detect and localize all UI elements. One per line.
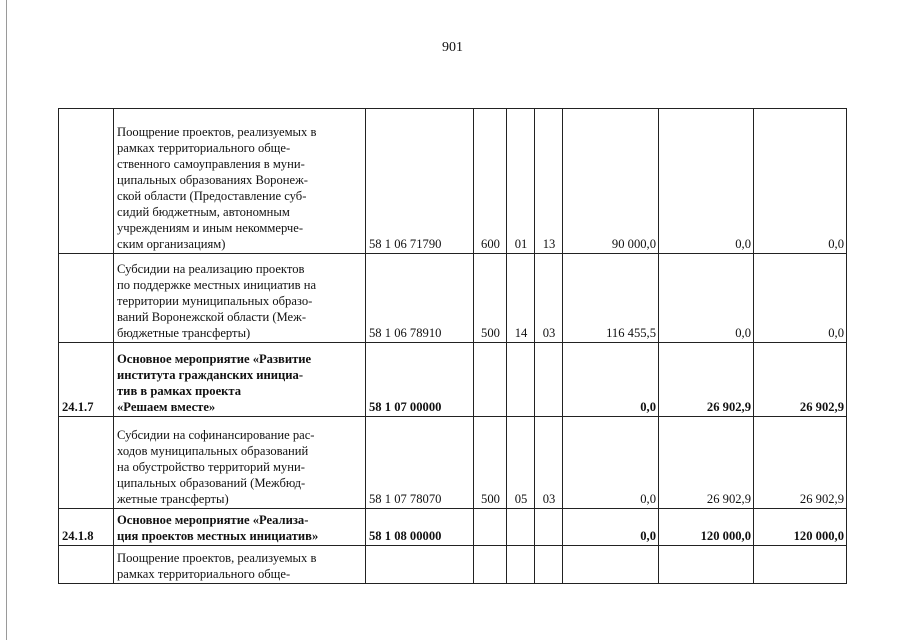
row-section — [507, 509, 535, 546]
row-subsection — [535, 546, 563, 584]
row-sum-2: 26 902,9 — [659, 417, 754, 509]
row-sum-3: 0,0 — [754, 254, 847, 343]
row-expense-type: 500 — [474, 254, 507, 343]
row-target-article: 58 1 06 71790 — [366, 109, 474, 254]
row-code — [59, 109, 114, 254]
row-subsection: 13 — [535, 109, 563, 254]
table-row — [59, 343, 847, 417]
row-sum-1: 116 455,5 — [563, 254, 659, 343]
row-sum-2: 0,0 — [659, 109, 754, 254]
row-section: 14 — [507, 254, 535, 343]
row-code: 24.1.7 — [59, 343, 114, 417]
table-row — [59, 109, 847, 254]
row-code — [59, 546, 114, 584]
page-edge-line — [6, 0, 7, 640]
row-code: 24.1.8 — [59, 509, 114, 546]
row-target-article: 58 1 07 78070 — [366, 417, 474, 509]
budget-table — [58, 108, 847, 584]
row-expense-type — [474, 546, 507, 584]
row-sum-3 — [754, 546, 847, 584]
row-target-article: 58 1 08 00000 — [366, 509, 474, 546]
row-name: Поощрение проектов, реализуемых в рамках территориального обще- ственного самоуправления в муни- ципальных образованиях Воронеж- ской области (Предоставление суб- сидий бюджетным, автономным учреждениям и иным некоммерче- ским организациям) — [114, 109, 366, 254]
table-row — [59, 254, 847, 343]
row-code — [59, 254, 114, 343]
row-subsection: 03 — [535, 417, 563, 509]
row-target-article — [366, 546, 474, 584]
row-subsection — [535, 509, 563, 546]
row-sum-1 — [563, 546, 659, 584]
row-expense-type: 500 — [474, 417, 507, 509]
row-expense-type — [474, 343, 507, 417]
row-sum-2: 120 000,0 — [659, 509, 754, 546]
page-number: 901 — [442, 40, 463, 55]
row-name: Основное мероприятие «Реализа- ция проектов местных инициатив» — [114, 509, 366, 546]
row-sum-1: 0,0 — [563, 417, 659, 509]
row-subsection: 03 — [535, 254, 563, 343]
row-sum-2 — [659, 546, 754, 584]
table-row — [59, 417, 847, 509]
row-name: Поощрение проектов, реализуемых в рамках территориального обще- — [114, 546, 366, 584]
row-expense-type — [474, 509, 507, 546]
row-code — [59, 417, 114, 509]
row-sum-2: 26 902,9 — [659, 343, 754, 417]
table-row — [59, 546, 847, 584]
row-target-article: 58 1 07 00000 — [366, 343, 474, 417]
row-section: 05 — [507, 417, 535, 509]
row-sum-2: 0,0 — [659, 254, 754, 343]
row-target-article: 58 1 06 78910 — [366, 254, 474, 343]
row-sum-1: 0,0 — [563, 343, 659, 417]
row-sum-1: 90 000,0 — [563, 109, 659, 254]
row-section — [507, 343, 535, 417]
row-sum-1: 0,0 — [563, 509, 659, 546]
row-section — [507, 546, 535, 584]
row-expense-type: 600 — [474, 109, 507, 254]
row-name: Основное мероприятие «Развитие института гражданских инициа- тив в рамках проекта «Решаем вместе» — [114, 343, 366, 417]
row-subsection — [535, 343, 563, 417]
row-sum-3: 26 902,9 — [754, 343, 847, 417]
table-row — [59, 509, 847, 546]
row-name: Субсидии на софинансирование рас- ходов муниципальных образований на обустройство территорий муни- ципальных образований (Межбюд- жетные трансферты) — [114, 417, 366, 509]
row-section: 01 — [507, 109, 535, 254]
row-sum-3: 0,0 — [754, 109, 847, 254]
row-sum-3: 120 000,0 — [754, 509, 847, 546]
row-sum-3: 26 902,9 — [754, 417, 847, 509]
row-name: Субсидии на реализацию проектов по поддержке местных инициатив на территории муниципальных образо- ваний Воронежской области (Меж- бюджетные трансферты) — [114, 254, 366, 343]
